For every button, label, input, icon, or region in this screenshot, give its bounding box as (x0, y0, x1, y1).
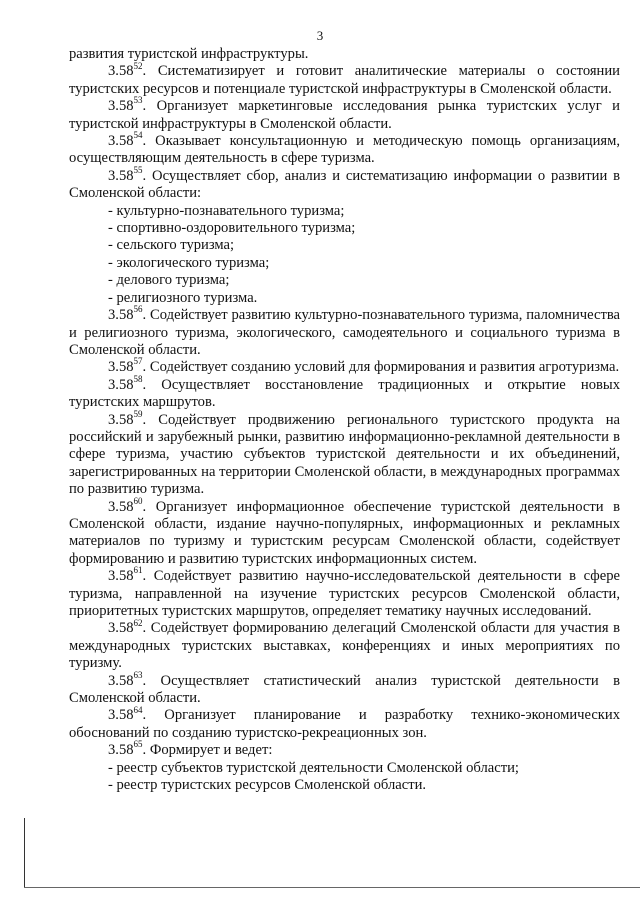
clause-paragraph (69, 60, 620, 98)
list-item: - реестр туристских ресурсов Смоленской области. (108, 777, 427, 794)
clause-paragraph (69, 704, 620, 742)
paragraphs-block-1 (69, 60, 620, 202)
clause-number: 3.58$^{53}$ (108, 95, 143, 115)
clause-paragraph (69, 373, 620, 412)
clause-number: 3.58$^{55}$ (108, 164, 143, 184)
clause-text: . Содействует формированию делегаций Смоленской области для участия в международных туристских выставках, конференциях и иных мероприятиях по туризму. (69, 620, 620, 672)
paragraphs-block-2 (69, 304, 620, 760)
clause-number: 3.58$^{65}$ (108, 739, 143, 759)
clause-paragraph (69, 164, 620, 203)
clause-number: 3.58$^{60}$ (108, 495, 143, 515)
page-edge-left (24, 818, 25, 888)
clause-text: . Содействует развитию научно-исследовательской деятельности в сфере туризма, направленной на изучение туристских ресурсов Смоленской области, приоритетных туристских маршрутов, определяет тематику научных исследований. (69, 568, 620, 619)
registries-list (69, 760, 620, 795)
clause-paragraph (69, 356, 620, 376)
clause-number: 3.58$^{64}$ (108, 704, 143, 724)
page-number: 3 (316, 28, 324, 43)
list-item: - экологического туризма; (108, 254, 270, 271)
clause-number: 3.58$^{62}$ (108, 617, 143, 637)
clause-number: 3.58$^{57}$ (108, 356, 143, 376)
clause-number: 3.58$^{59}$ (108, 408, 143, 428)
document-body (69, 46, 620, 794)
list-item: - делового туризма; (108, 272, 230, 289)
clause-paragraph (69, 617, 620, 672)
list-item: - реестр субъектов туристской деятельности Смоленской области; (108, 759, 519, 776)
clause-text: . Содействует развитию культурно-познавательного туризма, паломничества и религиозного туризма, экологического, самодеятельного и социального туризма в Смоленской области. (69, 307, 620, 358)
clause-paragraph (69, 739, 620, 759)
clause-text: . Содействует созданию условий для формирования и развития агротуризма. (142, 359, 620, 376)
clause-text: . Организует планирование и разработку технико-экономических обоснований по созданию туристско-рекреационных зон. (69, 707, 620, 741)
clause-number: 3.58$^{56}$ (108, 304, 143, 324)
list-item: - религиозного туризма. (108, 289, 258, 306)
clause-text: . Содействует продвижению регионального туристского продукта на российский и зарубежный рынки, развитию информационно-рекламной деятельности в сфере туризма, участию субъектов туристской деятельности и их объединений, зарегистрированных на территории Смоленской области, в международных программах по развитию туризма. (69, 411, 620, 498)
clause-number: 3.58$^{52}$ (108, 60, 143, 80)
clause-number: 3.58$^{58}$ (108, 373, 143, 393)
list-item: - сельского туризма; (108, 237, 235, 254)
list-item: - культурно-познавательного туризма; (108, 202, 345, 219)
clause-number: 3.58$^{61}$ (108, 565, 143, 585)
clause-text: . Осуществляет восстановление традиционных и открытие новых туристских маршрутов. (69, 376, 620, 411)
list-item: - спортивно-оздоровительного туризма; (108, 220, 356, 237)
page-edge-bottom (24, 887, 640, 888)
clause-text: . Систематизирует и готовит аналитические материалы о состоянии туристских ресурсов и потенциале туристской инфраструктуры в Смоленской области. (69, 63, 620, 97)
clause-text: . Оказывает консультационную и методическую помощь организациям, осуществляющим деятельность в сфере туризма. (69, 133, 620, 167)
clause-text: . Осуществляет статистический анализ туристской деятельности в Смоленской области. (69, 672, 620, 707)
clause-text: . Организует маркетинговые исследования рынка туристских услуг и туристской инфраструктуры в Смоленской области. (69, 98, 620, 132)
clause-paragraph (69, 495, 620, 569)
clause-paragraph (69, 95, 620, 133)
clause-number: 3.58$^{54}$ (108, 130, 143, 150)
tourism-types-list (69, 203, 620, 307)
clause-text: . Организует информационное обеспечение туристской деятельности в Смоленской области, издание научно-популярных, информационных и рекламных материалов по туризму и туристским ресурсам Смоленской области, содействует формированию и развитию туристских информационных систем. (69, 498, 620, 567)
clause-paragraph (69, 408, 620, 499)
clause-paragraph (69, 669, 620, 708)
clause-paragraph (69, 130, 620, 168)
intro-continuation: развития туристской инфраструктуры. (69, 46, 309, 62)
clause-text: . Формирует и ведет: (142, 742, 273, 759)
clause-number: 3.58$^{63}$ (108, 669, 143, 689)
clause-paragraph (69, 565, 620, 620)
clause-text: . Осуществляет сбор, анализ и систематизацию информации о развитии в Смоленской области: (69, 167, 620, 202)
clause-paragraph (69, 304, 620, 359)
